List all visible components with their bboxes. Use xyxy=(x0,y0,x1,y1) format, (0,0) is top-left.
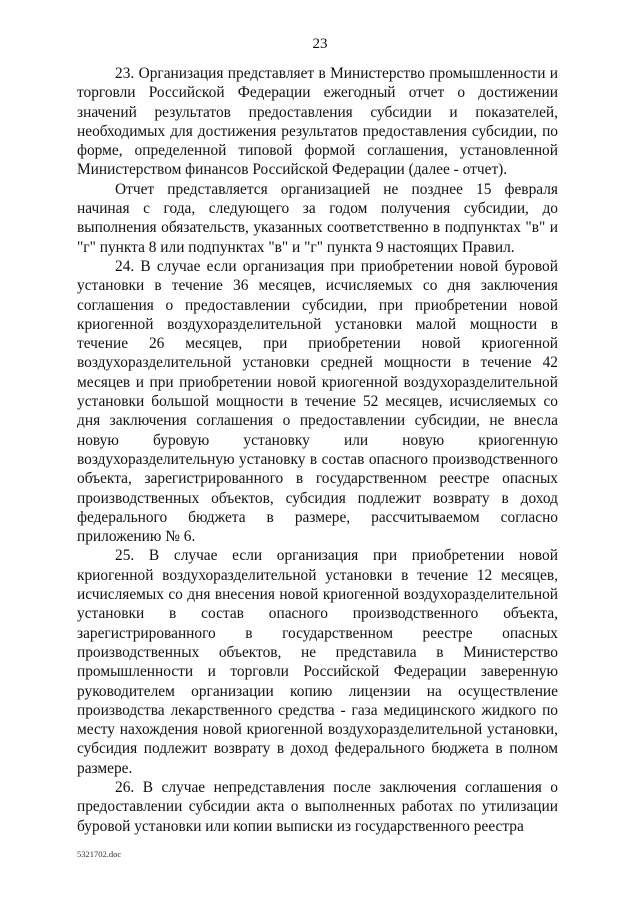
paragraph-24: 24. В случае если организация при приобретении новой буровой установки в течение 36 месяцев, исчисляемых со дня заключения соглашения о предоставлении субсидии, при приобретении новой криогенной воздухоразделительной установки малой мощности в течение 26 месяцев, при приобретении новой криогенной воздухоразделительной установки средней мощности в течение 42 месяцев и при приобретении новой криогенной воздухоразделительной установки большой мощности в течение 52 месяцев, исчисляемых со дня заключения соглашения о предоставлении субсидии, не внесла новую буровую установку или новую криогенную воздухоразделительную установку в состав опасного производственного объекта, зарегистрированного в государственном реестре опасных производственных объектов, субсидия подлежит возврату в доход федерального бюджета в размере, рассчитываемом согласно приложению № 6. xyxy=(77,257,558,546)
paragraph-26: 26. В случае непредставления после заключения соглашения о предоставлении субсидии акта о выполненных работах по утилизации буровой установки или копии выписки из государственного реестра xyxy=(77,778,558,835)
paragraph-report-deadline: Отчет представляется организацией не позднее 15 февраля начиная с года, следующего за годом получения субсидии, до выполнения обязательств, указанных соответственно в подпунктах "в" и "г" пункта 8 или подпунктах "в" и "г" пункта 9 настоящих Правил. xyxy=(77,180,558,256)
paragraph-25: 25. В случае если организация при приобретении новой криогенной воздухоразделительной установки в течение 12 месяцев, исчисляемых со дня внесения новой криогенной воздухоразделительной установки в состав опасного производственного объекта, зарегистрированного в государственном реестре опасных производственных объектов, не представила в Министерство промышленности и торговли Российской Федерации заверенную руководителем организации копию лицензии на осуществление производства лекарственного средства - газа медицинского жидкого по месту нахождения новой криогенной воздухоразделительной установки, субсидия подлежит возврату в доход федерального бюджета в полном размере. xyxy=(77,547,558,777)
document-body xyxy=(77,64,558,836)
paragraph-23: 23. Организация представляет в Министерство промышленности и торговли Российской Федерации ежегодный отчет о достижении значений результатов предоставления субсидии и показателей, необходимых для достижения результатов предоставления субсидии, по форме, определенной типовой формой соглашения, установленной Министерством финансов Российской Федерации (далее - отчет). xyxy=(77,65,558,179)
page-number: 23 xyxy=(312,36,328,52)
document-file-name: 5321702.doc xyxy=(77,849,122,859)
